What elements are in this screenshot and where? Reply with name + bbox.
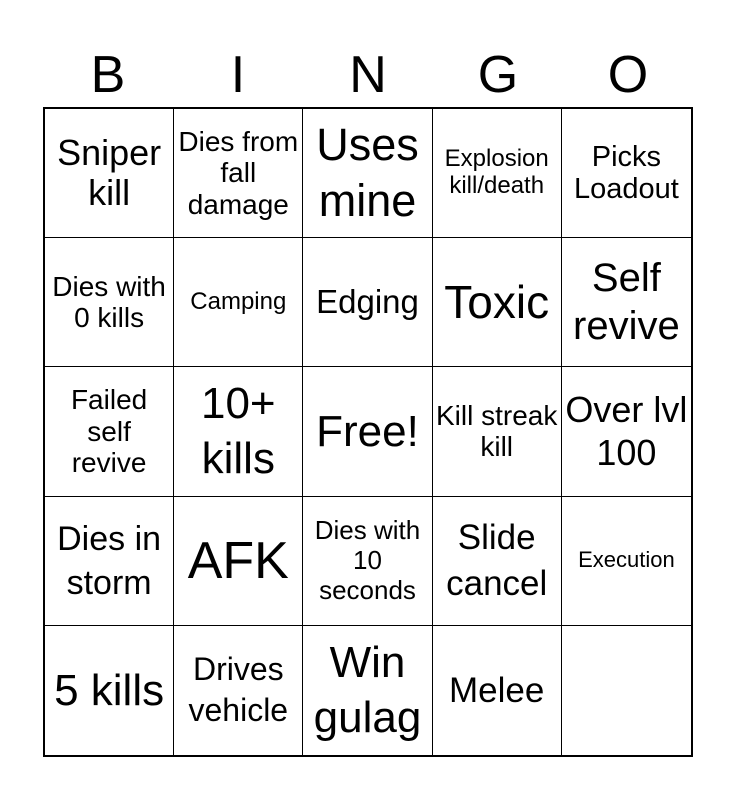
bingo-cell[interactable] <box>562 497 691 626</box>
bingo-cell[interactable] <box>562 367 691 496</box>
bingo-cell[interactable] <box>433 109 562 238</box>
cell-label: 5 kills <box>54 665 165 715</box>
cell-label: Dies with 0 kills <box>52 270 166 334</box>
cell-label: Drives vehicle <box>188 650 289 729</box>
cell-label: Failed self revive <box>70 384 148 479</box>
header-letter-o: O <box>607 46 649 104</box>
cell-label: 10+ kills <box>200 379 276 484</box>
bingo-cell-empty[interactable] <box>562 626 691 755</box>
bingo-cell[interactable] <box>45 626 174 755</box>
cell-label: Toxic <box>444 275 550 328</box>
bingo-cell[interactable] <box>303 109 432 238</box>
cell-label: Dies with 10 seconds <box>314 514 421 605</box>
bingo-cell[interactable] <box>562 238 691 367</box>
cell-label: Self revive <box>573 256 680 349</box>
bingo-cell[interactable] <box>303 626 432 755</box>
bingo-cell[interactable] <box>562 109 691 238</box>
cell-label: Explosion kill/death <box>444 145 549 200</box>
bingo-cell[interactable] <box>45 367 174 496</box>
header-letter-i: I <box>230 46 246 104</box>
bingo-cell[interactable] <box>303 497 432 626</box>
bingo-cell[interactable] <box>433 238 562 367</box>
bingo-cell[interactable] <box>45 497 174 626</box>
cell-label: Free! <box>316 406 419 456</box>
bingo-cell[interactable] <box>174 497 303 626</box>
bingo-cell[interactable] <box>45 238 174 367</box>
cell-label: Win gulag <box>313 638 422 743</box>
cell-label: AFK <box>187 531 289 590</box>
cell-label: Dies in storm <box>57 519 162 602</box>
bingo-cell[interactable] <box>303 238 432 367</box>
bingo-header <box>43 44 693 106</box>
cell-label: Camping <box>190 287 287 315</box>
bingo-cell[interactable] <box>433 497 562 626</box>
bingo-cell[interactable] <box>45 109 174 238</box>
cell-label: Slide cancel <box>446 518 548 603</box>
cell-label: Melee <box>449 670 545 710</box>
header-letter-g: G <box>477 46 519 104</box>
bingo-cell[interactable] <box>174 109 303 238</box>
cell-label: Uses mine <box>316 118 419 227</box>
cell-label: Over lvl 100 <box>565 389 688 474</box>
bingo-cell[interactable] <box>433 367 562 496</box>
cell-label: Sniper kill <box>57 131 162 214</box>
cell-label: Edging <box>316 282 419 320</box>
header-letter-n: N <box>349 46 387 104</box>
bingo-grid <box>43 107 693 757</box>
header-letter-b: B <box>90 46 126 104</box>
bingo-cell[interactable] <box>174 367 303 496</box>
cell-label: Picks Loadout <box>573 140 679 206</box>
bingo-cell[interactable] <box>174 626 303 755</box>
cell-label: Execution <box>578 547 675 573</box>
bingo-cell[interactable] <box>174 238 303 367</box>
bingo-cell[interactable] <box>303 367 432 496</box>
cell-label: Dies from fall damage <box>178 126 299 220</box>
bingo-cell[interactable] <box>433 626 562 755</box>
cell-label: Kill streak kill <box>436 400 558 463</box>
